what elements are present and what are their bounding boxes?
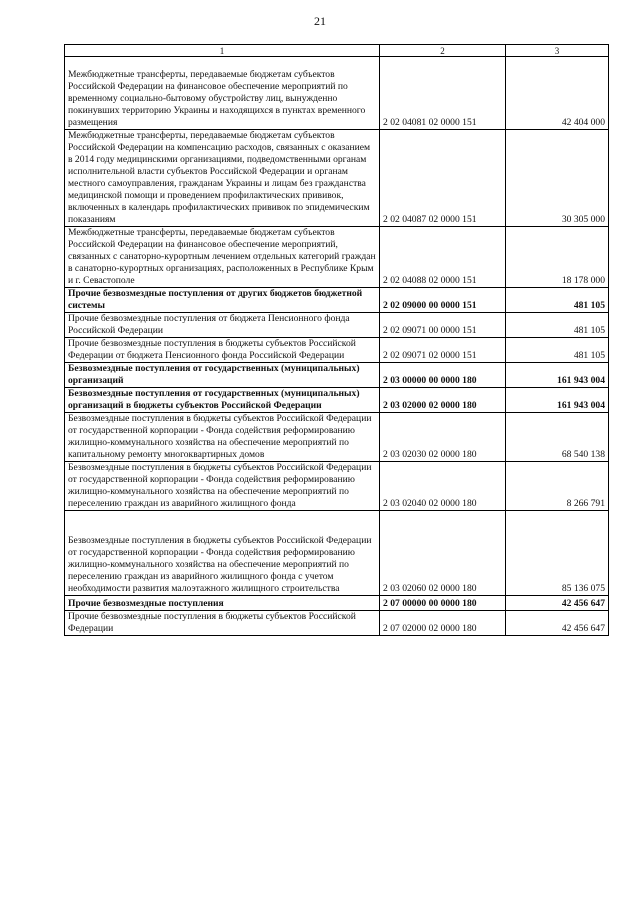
row-name: Безвозмездные поступления в бюджеты субъектов Российской Федерации от государственной корпорации - Фонда содействия реформированию жилищно-коммунального хозяйства на обеспечение мероприятий по переселению граждан из аварийного жилищного фонда с учетом необходимости развития малоэтажного жилищного строительства [65, 511, 380, 596]
row-amount: 161 943 004 [506, 363, 609, 388]
row-name: Безвозмездные поступления от государственных (муниципальных) организаций в бюджеты субъектов Российской Федерации [65, 388, 380, 413]
row-amount: 18 178 000 [506, 227, 609, 288]
row-name: Прочие безвозмездные поступления от других бюджетов бюджетной системы [65, 288, 380, 313]
page-number: 21 [314, 14, 326, 28]
row-name: Безвозмездные поступления от государственных (муниципальных) организаций [65, 363, 380, 388]
table-row [65, 313, 609, 338]
column-header-3: 3 [506, 45, 609, 57]
row-amount: 85 136 075 [506, 511, 609, 596]
row-name: Межбюджетные трансферты, передаваемые бюджетам субъектов Российской Федерации на компенсацию расходов, связанных с оказанием в 2014 году медицинскими организациями, подведомственными органам исполнительной власти субъектов Российской Федерации и органам местного самоуправления, гражданам Украины и лицам без гражданства медицинской помощи и проведением профилактических прививок, включенных в календарь профилактических прививок по эпидемическим показаниям [65, 130, 380, 227]
row-name: Межбюджетные трансферты, передаваемые бюджетам субъектов Российской Федерации на финансовое обеспечение мероприятий, связанных с санаторно-курортным лечением отдельных категорий граждан в санаторно-курортных организациях, расположенных в Республике Крым и г. Севастополе [65, 227, 380, 288]
table-row [65, 413, 609, 462]
row-code: 2 02 09000 00 0000 151 [380, 288, 506, 313]
table-row [65, 388, 609, 413]
row-amount: 42 456 647 [506, 611, 609, 636]
table-row [65, 611, 609, 636]
table-row [65, 57, 609, 130]
row-code: 2 02 04088 02 0000 151 [380, 227, 506, 288]
table-row [65, 462, 609, 511]
table-row [65, 227, 609, 288]
row-amount: 8 266 791 [506, 462, 609, 511]
row-amount: 42 456 647 [506, 596, 609, 611]
row-code: 2 03 00000 00 0000 180 [380, 363, 506, 388]
table-row [65, 596, 609, 611]
row-amount: 68 540 138 [506, 413, 609, 462]
row-code: 2 03 02040 02 0000 180 [380, 462, 506, 511]
row-name: Прочие безвозмездные поступления от бюджета Пенсионного фонда Российской Федерации [65, 313, 380, 338]
row-name: Прочие безвозмездные поступления [65, 596, 380, 611]
row-code: 2 02 09071 02 0000 151 [380, 338, 506, 363]
table-header-row [65, 45, 609, 57]
row-name: Прочие безвозмездные поступления в бюджеты субъектов Российской Федерации от бюджета Пенсионного фонда Российской Федерации [65, 338, 380, 363]
row-amount: 481 105 [506, 288, 609, 313]
row-amount: 42 404 000 [506, 57, 609, 130]
table-row [65, 130, 609, 227]
row-amount: 481 105 [506, 338, 609, 363]
table-row [65, 338, 609, 363]
row-amount: 161 943 004 [506, 388, 609, 413]
row-name: Безвозмездные поступления в бюджеты субъектов Российской Федерации от государственной корпорации - Фонда содействия реформированию жилищно-коммунального хозяйства на обеспечение мероприятий по капитальному ремонту многоквартирных домов [65, 413, 380, 462]
row-amount: 481 105 [506, 313, 609, 338]
row-code: 2 03 02000 02 0000 180 [380, 388, 506, 413]
row-code: 2 07 02000 02 0000 180 [380, 611, 506, 636]
table-row [65, 511, 609, 596]
row-name: Межбюджетные трансферты, передаваемые бюджетам субъектов Российской Федерации на финансовое обеспечение мероприятий по временному социально-бытовому обустройству лиц, вынужденно покинувших территорию Украины и находящихся в пунктах временного размещения [65, 57, 380, 130]
table-row [65, 363, 609, 388]
row-code: 2 07 00000 00 0000 180 [380, 596, 506, 611]
row-code: 2 02 09071 00 0000 151 [380, 313, 506, 338]
row-name: Прочие безвозмездные поступления в бюджеты субъектов Российской Федерации [65, 611, 380, 636]
column-header-2: 2 [380, 45, 506, 57]
row-code: 2 03 02030 02 0000 180 [380, 413, 506, 462]
row-code: 2 03 02060 02 0000 180 [380, 511, 506, 596]
column-header-1: 1 [65, 45, 380, 57]
budget-revenue-table [64, 44, 609, 636]
row-code: 2 02 04081 02 0000 151 [380, 57, 506, 130]
row-amount: 30 305 000 [506, 130, 609, 227]
row-code: 2 02 04087 02 0000 151 [380, 130, 506, 227]
table-row [65, 288, 609, 313]
row-name: Безвозмездные поступления в бюджеты субъектов Российской Федерации от государственной корпорации - Фонда содействия реформированию жилищно-коммунального хозяйства на обеспечение мероприятий по переселению граждан из аварийного жилищного фонда [65, 462, 380, 511]
